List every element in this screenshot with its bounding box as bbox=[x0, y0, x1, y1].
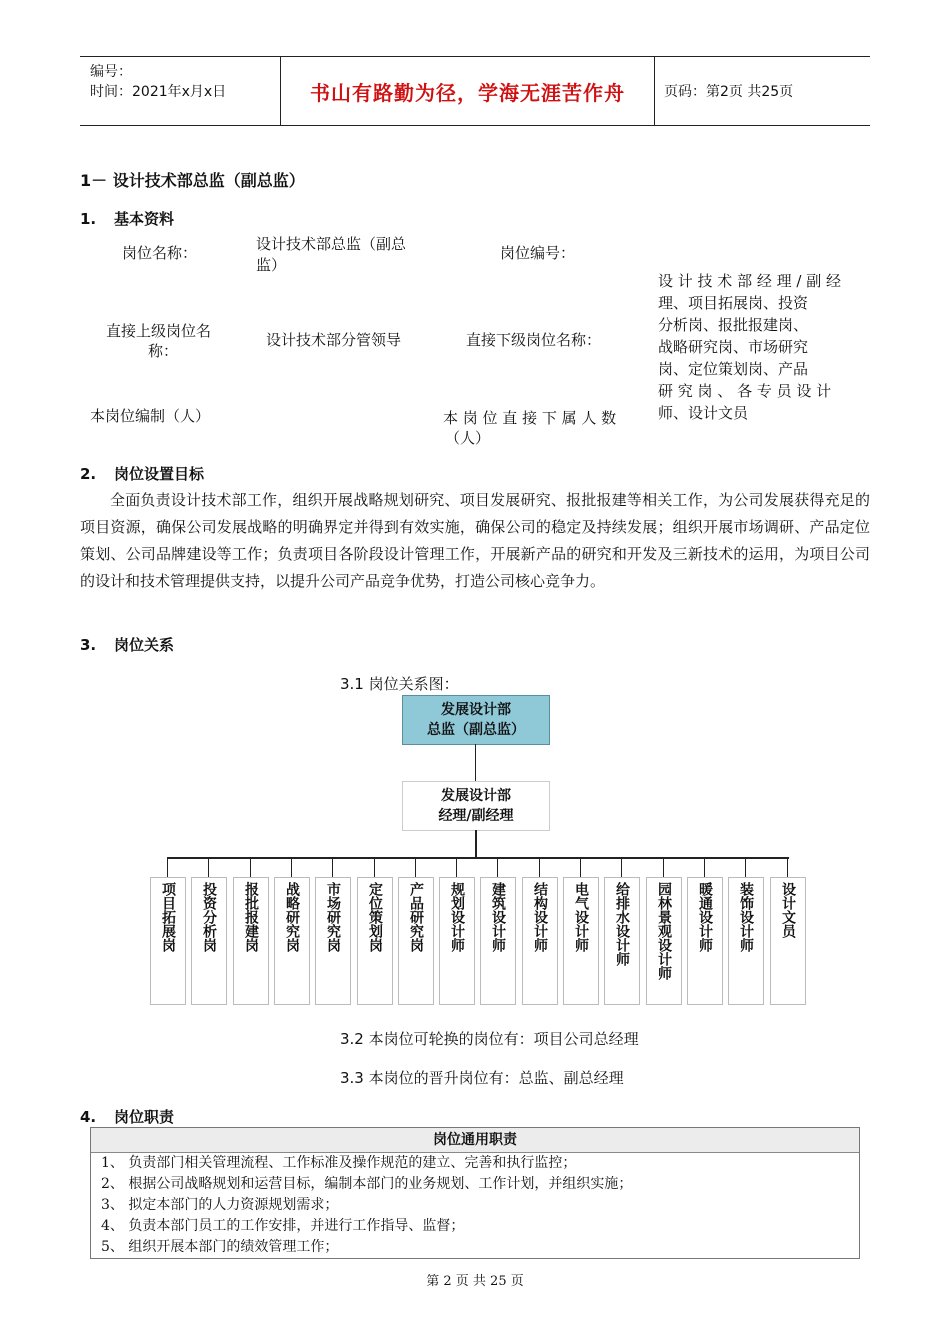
org-node-line: 发展设计部 bbox=[441, 788, 511, 804]
subordinate-value-line: 研 究 岗 、 各 专 员 设 计 bbox=[658, 382, 832, 400]
org-node-subordinate bbox=[274, 877, 310, 1005]
section-title: 岗位设置目标 bbox=[114, 465, 205, 483]
header-page-info: 页码：第2页 共25页 bbox=[664, 84, 794, 100]
direct-reports-label-line2: （人） bbox=[445, 429, 491, 447]
org-node-label: 建筑设计师 bbox=[490, 882, 506, 952]
org-node-label: 定位策划岗 bbox=[367, 882, 383, 952]
org-node-subordinate bbox=[522, 877, 558, 1005]
org-connector bbox=[332, 858, 333, 877]
org-node-label: 给排水设计师 bbox=[614, 882, 630, 966]
org-connector bbox=[663, 858, 664, 877]
direct-reports-label-line1: 本 岗 位 直 接 下 属 人 数 bbox=[443, 409, 617, 427]
duties-table-body bbox=[91, 1153, 859, 1258]
headcount-label: 本岗位编制（人） bbox=[90, 407, 211, 425]
section-number: 4. bbox=[80, 1108, 97, 1126]
section-title: 基本资料 bbox=[114, 210, 175, 228]
org-node-subordinate bbox=[357, 877, 393, 1005]
org-connector bbox=[539, 858, 540, 877]
page-footer: 第 2 页 共 25 页 bbox=[426, 1274, 524, 1289]
duty-item: 5、 组织开展本部门的绩效管理工作； bbox=[101, 1239, 339, 1255]
org-node-subordinate bbox=[646, 877, 682, 1005]
section-heading-2 bbox=[80, 463, 204, 484]
org-node-subordinate bbox=[770, 877, 806, 1005]
org-connector bbox=[497, 858, 498, 877]
org-node-label: 报批报建岗 bbox=[243, 882, 259, 952]
org-node-subordinate bbox=[687, 877, 723, 1005]
org-node-label: 市场研究岗 bbox=[325, 882, 341, 952]
org-node-subordinate bbox=[604, 877, 640, 1005]
duty-item: 2、 根据公司战略规划和运营目标，编制本部门的业务规划、工作计划，并组织实施； bbox=[101, 1176, 633, 1192]
superior-label-line2: 称： bbox=[148, 342, 179, 360]
header-meta bbox=[80, 57, 280, 125]
org-connector bbox=[250, 858, 251, 877]
org-node-label: 装饰设计师 bbox=[738, 882, 754, 952]
subordinate-value-line: 师、设计文员 bbox=[658, 404, 749, 422]
org-node-director bbox=[402, 695, 550, 745]
org-node-manager bbox=[402, 781, 550, 831]
org-node-subordinate bbox=[191, 877, 227, 1005]
org-connector bbox=[580, 858, 581, 877]
post-no-label: 岗位编号： bbox=[500, 244, 576, 262]
org-node-label: 规划设计师 bbox=[449, 882, 465, 952]
org-connector bbox=[291, 858, 292, 877]
org-node-subordinate bbox=[728, 877, 764, 1005]
time-label: 时间：2021年x月x日 bbox=[90, 84, 227, 100]
org-node-label: 园林景观设计师 bbox=[656, 882, 672, 980]
org-connector bbox=[475, 830, 477, 858]
subordinate-value-line: 设 计 技 术 部 经 理 / 副 经 bbox=[658, 272, 841, 290]
org-node-line: 经理/副经理 bbox=[438, 808, 514, 824]
org-node-label: 项目拓展岗 bbox=[160, 882, 176, 952]
page-title: 1－ 设计技术部总监（副总监） bbox=[80, 171, 305, 190]
superior-value: 设计技术部分管领导 bbox=[266, 331, 402, 349]
duties-table-header: 岗位通用职责 bbox=[91, 1128, 859, 1153]
post-name-label: 岗位名称： bbox=[122, 244, 198, 262]
org-connector bbox=[456, 858, 457, 877]
org-connector bbox=[167, 858, 168, 877]
org-connector bbox=[745, 858, 746, 877]
org-node-label: 暖通设计师 bbox=[697, 882, 713, 952]
org-node-label: 电气设计师 bbox=[573, 882, 589, 952]
org-bus-line bbox=[167, 857, 789, 859]
subordinate-value-line: 理、项目拓展岗、投资 bbox=[658, 294, 809, 312]
org-node-subordinate bbox=[398, 877, 434, 1005]
org-node-subordinate bbox=[480, 877, 516, 1005]
code-label: 编号： bbox=[90, 64, 132, 80]
subordinate-label: 直接下级岗位名称： bbox=[466, 331, 602, 349]
section-title: 岗位关系 bbox=[114, 636, 175, 654]
subordinate-value-line: 战略研究岗、市场研究 bbox=[658, 338, 809, 356]
post-name-value-line2: 监） bbox=[256, 256, 287, 274]
section-number: 3. bbox=[80, 636, 97, 654]
section-number: 2. bbox=[80, 465, 97, 483]
section-heading-4 bbox=[80, 1106, 174, 1127]
org-connector bbox=[208, 858, 209, 877]
org-node-subordinate bbox=[233, 877, 269, 1005]
subordinate-value-line: 岗、定位策划岗、产品 bbox=[658, 360, 809, 378]
post-name-value-line1: 设计技术部总监（副总 bbox=[256, 235, 407, 253]
org-node-subordinate bbox=[439, 877, 475, 1005]
section-title: 岗位职责 bbox=[114, 1108, 175, 1126]
org-connector bbox=[415, 858, 416, 877]
org-connector bbox=[475, 744, 476, 781]
duties-table bbox=[90, 1127, 860, 1259]
promotion-posts: 3.3 本岗位的晋升岗位有：总监、副总经理 bbox=[340, 1069, 624, 1087]
duty-item: 3、 拟定本部门的人力资源规划需求； bbox=[101, 1197, 339, 1213]
org-node-subordinate bbox=[563, 877, 599, 1005]
org-connector bbox=[374, 858, 375, 877]
subordinate-value bbox=[658, 270, 848, 424]
duty-item: 4、 负责本部门员工的工作安排，并进行工作指导、监督； bbox=[101, 1218, 465, 1234]
subordinate-value-line: 分析岗、报批报建岗、 bbox=[658, 316, 809, 334]
page-header bbox=[80, 56, 870, 126]
org-node-label: 设计文员 bbox=[780, 882, 796, 938]
org-node-label: 投资分析岗 bbox=[201, 882, 217, 952]
header-divider bbox=[654, 57, 655, 125]
org-node-subordinate bbox=[150, 877, 186, 1005]
relation-chart-caption: 3.1 岗位关系图： bbox=[340, 675, 459, 693]
section-number: 1. bbox=[80, 210, 97, 228]
org-node-label: 战略研究岗 bbox=[284, 882, 300, 952]
duty-item: 1、 负责部门相关管理流程、工作标准及操作规范的建立、完善和执行监控； bbox=[101, 1155, 577, 1171]
org-connector bbox=[704, 858, 705, 877]
org-node-line: 总监（副总监） bbox=[427, 722, 525, 738]
org-node-subordinate bbox=[315, 877, 351, 1005]
section-heading-1 bbox=[80, 208, 174, 229]
org-node-label: 产品研究岗 bbox=[408, 882, 424, 952]
section-heading-3 bbox=[80, 634, 174, 655]
org-node-line: 发展设计部 bbox=[441, 702, 511, 718]
org-connector bbox=[787, 858, 788, 877]
rotation-posts: 3.2 本岗位可轮换的岗位有：项目公司总经理 bbox=[340, 1030, 639, 1048]
org-node-label: 结构设计师 bbox=[532, 882, 548, 952]
header-motto: 书山有路勤为径，学海无涯苦作舟 bbox=[310, 80, 625, 105]
org-connector bbox=[621, 858, 622, 877]
superior-label-line1: 直接上级岗位名 bbox=[106, 322, 212, 340]
goal-paragraph: 全面负责设计技术部工作，组织开展战略规划研究、项目发展研究、报批报建等相关工作，为公司发展获得充足的项目资源，确保公司发展战略的明确界定并得到有效实施，确保公司的稳定及持续发展；组织开展市场调研、产品定位策划、公司品牌建设等工作；负责项目各阶段设计管理工作，开展新产品的研究和开发及三新技术的运用，为项目公司的设计和技术管理提供支持，以提升公司产品竞争优势，打造公司核心竞争力。 bbox=[80, 491, 870, 590]
